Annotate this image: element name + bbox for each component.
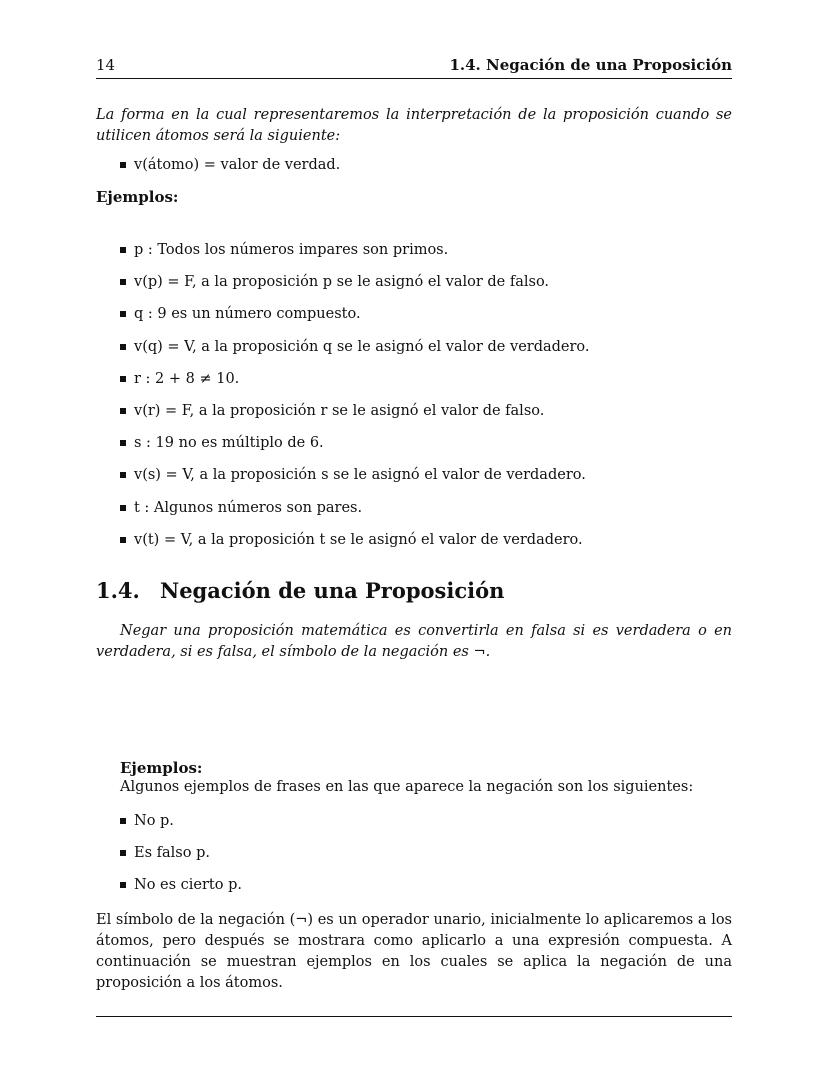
examples-list	[96, 240, 732, 562]
list-item: v(p) = F, a la proposición p se le asignó el valor de falso.	[96, 272, 732, 304]
footer-rule	[96, 1016, 732, 1017]
list-item: v(t) = V, a la proposición t se le asignó el valor de verdadero.	[96, 530, 732, 562]
closing-paragraph: El símbolo de la negación (¬) es un operador unario, inicialmente lo aplicaremos a los átomos, pero después se mostrara como aplicarlo a una expresión compuesta. A continuación se muestran ejemplos en los cuales se aplica la negación de una proposición a los átomos.	[96, 912, 732, 991]
page-number: 14	[96, 56, 116, 74]
list-item: r : 2 + 8 ≠ 10.	[96, 369, 732, 401]
list-item: v(s) = V, a la proposición s se le asignó el valor de verdadero.	[96, 465, 732, 497]
list-item: v(r) = F, a la proposición r se le asignó el valor de falso.	[96, 401, 732, 433]
list-item: t : Algunos números son pares.	[96, 498, 732, 530]
document-page	[96, 0, 732, 1071]
running-title: 1.4. Negación de una Proposición	[449, 56, 732, 74]
list-item: s : 19 no es múltiplo de 6.	[96, 433, 732, 465]
examples-heading: Ejemplos:	[96, 188, 179, 206]
examples-heading-2: Ejemplos:	[120, 759, 203, 777]
list-item: v(q) = V, a la proposición q se le asignó el valor de verdadero.	[96, 337, 732, 369]
intro-paragraph: La forma en la cual representaremos la interpretación de la proposición cuando se utilicen átomos será la siguiente:	[96, 107, 732, 144]
list-item: Es falso p.	[96, 843, 732, 875]
negation-examples-list	[96, 811, 732, 908]
section-lead-paragraph: Negar una proposición matemática es convertirla en falsa si es verdadera o en verdadera, si es falsa, el símbolo de la negación es ¬.	[96, 623, 732, 660]
list-item: p : Todos los números impares son primos.	[96, 240, 732, 272]
examples-intro: Algunos ejemplos de frases en las que aparece la negación son los siguientes:	[120, 779, 694, 795]
list-item: No p.	[96, 811, 732, 843]
list-item: q : 9 es un número compuesto.	[96, 304, 732, 336]
page-header	[96, 56, 732, 79]
section-number: 1.4.	[96, 578, 140, 603]
list-item: v(átomo) = valor de verdad.	[96, 155, 732, 187]
list-item: No es cierto p.	[96, 875, 732, 907]
intro-bullet-list	[96, 155, 732, 187]
section-title: Negación de una Proposición	[160, 578, 505, 603]
